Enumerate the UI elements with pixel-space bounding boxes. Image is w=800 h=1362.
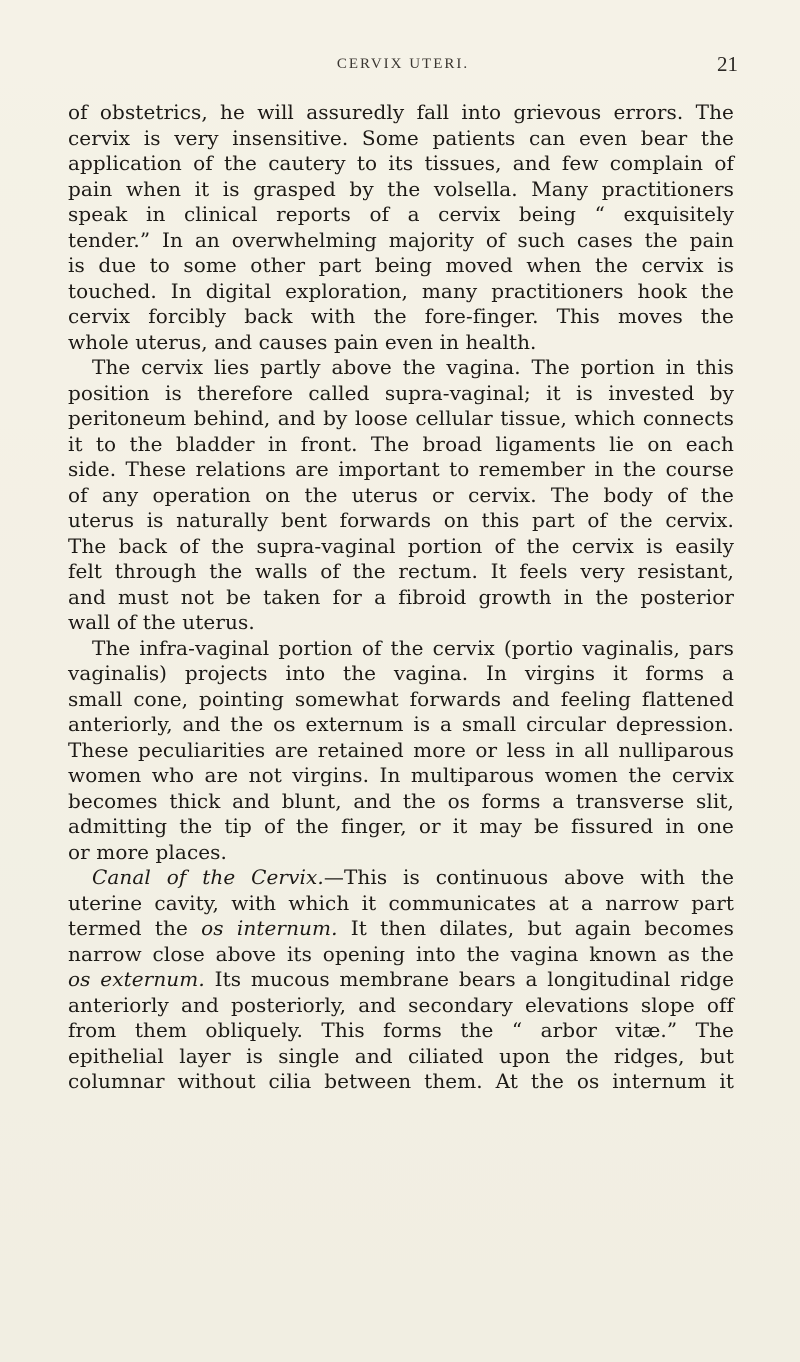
running-head: [68, 52, 738, 86]
text-line: admitting the tip of the finger, or it may be fissured in one: [68, 814, 734, 838]
text-line: of any operation on the uterus or cervix. The body of the: [68, 482, 734, 507]
text-line: peritoneum behind, and by loose cellular tissue, which connects: [68, 406, 734, 430]
text-line: small cone, pointing somewhat forwards and feeling flattened: [68, 686, 734, 711]
text-line: touched. In digital exploration, many practitioners hook the: [68, 278, 734, 303]
text-line: or more places.: [68, 839, 227, 864]
text-fragment: —This is continuous above with the: [323, 865, 735, 889]
text-line: women who are not virgins. In multiparous women the cervix: [68, 763, 734, 787]
text-line: These peculiarities are retained more or less in all nulliparous: [68, 737, 734, 762]
text-line: columnar without cilia between them. At the os internum it: [68, 1069, 734, 1093]
text-line: it to the bladder in front. The broad ligaments lie on each: [68, 431, 734, 456]
text-line: wall of the uterus.: [68, 610, 255, 634]
text-fragment: termed the: [68, 916, 202, 940]
text-line: of obstetrics, he will assuredly fall into grievous errors. The: [68, 100, 734, 124]
text-line: The cervix lies partly above the vagina. The portion in this: [92, 355, 734, 379]
text-line: epithelial layer is single and ciliated upon the ridges, but: [68, 1043, 734, 1068]
section-heading: Canal of the Cervix.: [92, 865, 324, 889]
page-number: 21: [717, 52, 738, 76]
text-line: cervix is very insensitive. Some patients can even bear the: [68, 125, 734, 150]
text-line: narrow close above its opening into the vagina known as the: [68, 941, 734, 966]
text-line: anteriorly and posteriorly, and secondary elevations slope off: [68, 992, 734, 1017]
text-line: [68, 967, 734, 993]
text-line: pain when it is grasped by the volsella. Many practitioners: [68, 176, 734, 201]
text-line: felt through the walls of the rectum. It feels very resistant,: [68, 559, 734, 583]
text-line: speak in clinical reports of a cervix being “ exquisitely: [68, 202, 734, 226]
body-text: [68, 100, 734, 1095]
text-line: uterus is naturally bent forwards on this part of the cervix.: [68, 508, 734, 532]
text-line: is due to some other part being moved when the cervix is: [68, 253, 734, 277]
text-line: uterine cavity, with which it communicates at a narrow part: [68, 890, 734, 915]
italic-term: os externum.: [68, 967, 205, 991]
text-fragment: Its mucous membrane bears a longitudinal ridge: [204, 967, 735, 991]
text-line: cervix forcibly back with the fore-finger. This moves the: [68, 304, 734, 328]
text-line: [68, 916, 734, 942]
text-line: application of the cautery to its tissues, and few complain of: [68, 151, 734, 175]
text-line: anteriorly, and the os externum is a small circular depression.: [68, 712, 734, 736]
canal-paragraph-first-line: [68, 865, 734, 891]
text-line: tender.” In an overwhelming majority of such cases the pain: [68, 227, 734, 252]
text-line: from them obliquely. This forms the “ arbor vitæ.” The: [68, 1018, 734, 1042]
text-line: and must not be taken for a fibroid growth in the posterior: [68, 584, 734, 609]
text-line: The infra-vaginal portion of the cervix (portio vaginalis, pars: [92, 635, 734, 660]
text-line: whole uterus, and causes pain even in health.: [68, 329, 537, 354]
text-line: vaginalis) projects into the vagina. In virgins it forms a: [68, 661, 734, 685]
running-title: CERVIX UTERI.: [336, 56, 470, 72]
text-line: The back of the supra-vaginal portion of the cervix is easily: [68, 533, 734, 558]
text-fragment: It then dilates, but again becomes: [337, 916, 734, 940]
italic-term: os internum.: [201, 916, 338, 940]
text-line: side. These relations are important to remember in the course: [68, 457, 734, 481]
text-line: position is therefore called supra-vaginal; it is invested by: [68, 380, 734, 405]
text-line: becomes thick and blunt, and the os forms a transverse slit,: [68, 788, 734, 813]
